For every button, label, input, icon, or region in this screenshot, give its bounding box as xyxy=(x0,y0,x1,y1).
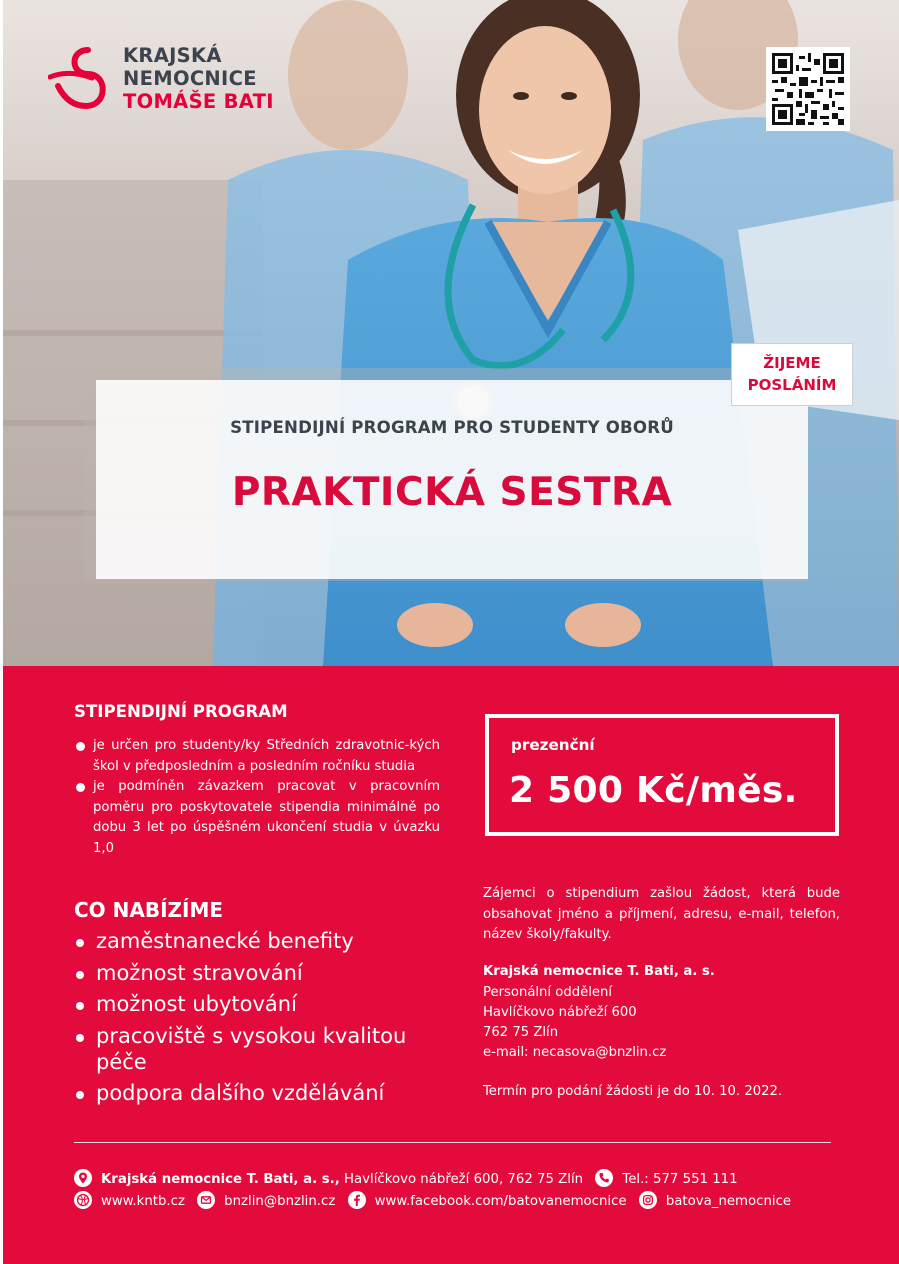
hospital-logo-icon xyxy=(48,44,112,112)
footer-address: Havlíčkovo nábřeží 600, 762 75 Zlín xyxy=(344,1172,584,1187)
application-text: Zájemci o stipendium zašlou žádost, která bude obsahovat jméno a příjmení, adresu, e-mail, telefon, název školy/fakulty. xyxy=(483,886,840,942)
contact-dept: Personální oddělení xyxy=(483,985,612,1000)
footer-instagram-link[interactable]: batova_nemocnice xyxy=(665,1194,792,1209)
contact-block xyxy=(483,962,840,1063)
globe-icon xyxy=(74,1191,92,1209)
footer-facebook-link[interactable]: www.facebook.com/batovanemocnice xyxy=(374,1194,627,1209)
logo-line-3: TOMÁŠE BATI xyxy=(123,90,274,113)
instagram-icon xyxy=(639,1191,657,1209)
list-item: je určen pro studenty/ky Středních zdravotnic-kých škol v předposledním a posledním ročníku studia xyxy=(74,736,440,777)
location-pin-icon xyxy=(74,1169,92,1187)
phone-icon xyxy=(595,1169,613,1187)
footer-email-link[interactable]: bnzlin@bnzlin.cz xyxy=(224,1194,336,1209)
stipend-box xyxy=(485,714,839,836)
slogan-line-1: ŽIJEME xyxy=(763,354,821,372)
program-conditions-list xyxy=(74,736,440,859)
stipend-label: prezenční xyxy=(511,736,595,754)
list-item: možnost stravování xyxy=(74,960,454,986)
qr-code-icon xyxy=(772,53,844,125)
list-item: podpora dalšího vzdělávání xyxy=(74,1080,454,1106)
offer-heading: CO NABÍZÍME xyxy=(74,898,224,922)
divider xyxy=(74,1142,831,1143)
hospital-logo[interactable] xyxy=(48,44,298,116)
contact-city: 762 75 Zlín xyxy=(483,1025,559,1040)
footer-row-links xyxy=(74,1191,799,1213)
envelope-icon xyxy=(197,1191,215,1209)
offer-list xyxy=(74,928,454,1112)
logo-line-1: KRAJSKÁ xyxy=(123,44,222,67)
list-item: pracoviště s vysokou kvalitou péče xyxy=(74,1023,454,1075)
program-heading: STIPENDIJNÍ PROGRAM xyxy=(74,702,288,721)
list-item: možnost ubytování xyxy=(74,991,454,1017)
qr-code[interactable] xyxy=(766,47,850,131)
page-title: PRAKTICKÁ SESTRA xyxy=(231,470,673,515)
footer-row-address xyxy=(74,1169,746,1191)
contact-email[interactable]: e-mail: necasova@bnzlin.cz xyxy=(483,1045,667,1060)
contact-org: Krajská nemocnice T. Bati, a. s. xyxy=(483,964,715,979)
footer-org: Krajská nemocnice T. Bati, a. s., xyxy=(101,1172,340,1187)
list-item: zaměstnanecké benefity xyxy=(74,928,454,954)
logo-line-2: NEMOCNICE xyxy=(123,67,257,90)
deadline-text: Termín pro podání žádosti je do 10. 10. 2022. xyxy=(483,1084,783,1099)
list-item: je podmíněn závazkem pracovat v pracovním poměru pro poskytovatele stipendia minimálně po dobu 3 let po úspěšném ukončení studia v úvazku 1,0 xyxy=(74,777,440,859)
info-section xyxy=(3,666,899,1264)
slogan-badge xyxy=(731,343,853,406)
title-box xyxy=(84,368,808,581)
footer-web-link[interactable]: www.kntb.cz xyxy=(101,1194,185,1209)
program-subtitle: STIPENDIJNÍ PROGRAM PRO STUDENTY OBORŮ xyxy=(230,418,674,437)
contact-street: Havlíčkovo nábřeží 600 xyxy=(483,1005,637,1020)
slogan-line-2: POSLÁNÍM xyxy=(747,376,837,394)
stipend-amount: 2 500 Kč/měs. xyxy=(509,770,798,811)
footer-phone[interactable]: Tel.: 577 551 111 xyxy=(622,1172,738,1187)
facebook-icon xyxy=(348,1191,366,1209)
